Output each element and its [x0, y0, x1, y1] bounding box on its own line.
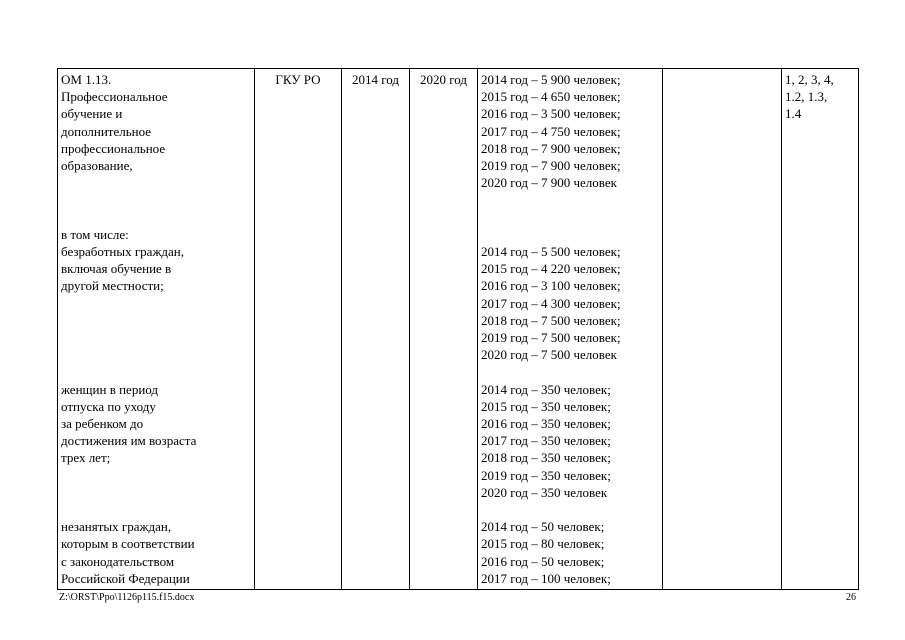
start-year-cell	[342, 69, 410, 590]
result-line: 2019 год – 7 500 человек;	[481, 330, 621, 345]
result-line: 2018 год – 350 человек;	[481, 450, 611, 466]
result-line: 2016 год – 3 100 человек;	[481, 278, 621, 294]
result-line: 2018 год – 7 900 человек;	[481, 140, 621, 156]
indicator-line: 1.4	[785, 106, 802, 122]
sub-measure-line: безработных граждан,	[61, 243, 185, 259]
sub-measure-line: Российской Федерации	[61, 570, 190, 586]
results-cell	[478, 69, 663, 590]
measure-title-line: профессиональное	[61, 140, 166, 156]
result-line: 2017 год – 350 человек;	[481, 433, 611, 449]
result-line: 2015 год – 4 650 человек;	[481, 89, 621, 105]
executor-cell	[255, 69, 342, 590]
measure-title-line: дополнительное	[61, 123, 152, 139]
result-line: 2019 год – 7 900 человек;	[481, 158, 621, 174]
result-line: 2016 год – 350 человек;	[481, 416, 611, 431]
indicator-line: 1.2, 1.3,	[785, 89, 828, 105]
result-line: 2014 год – 50 человек;	[481, 519, 605, 535]
page-number: 26	[846, 592, 856, 603]
sub-measure-line: трех лет;	[61, 450, 111, 466]
result-line: 2020 год – 7 900 человек	[481, 175, 617, 191]
indicators-cell	[782, 69, 859, 590]
sub-measure-line: в том числе:	[61, 226, 129, 242]
result-line: 2015 год – 350 человек;	[481, 398, 611, 414]
sub-measure-line: незанятых граждан,	[61, 519, 172, 535]
measure-name-cell	[58, 69, 255, 590]
sub-measure-line: включая обучение в	[61, 261, 172, 277]
executor: ГКУ РО	[275, 72, 321, 87]
result-line: 2019 год – 350 человек;	[481, 467, 611, 483]
result-line: 2018 год – 7 500 человек;	[481, 312, 621, 328]
result-line: 2014 год – 5 500 человек;	[481, 243, 621, 259]
sub-measure-line: отпуска по уходу	[61, 398, 156, 414]
sub-measure-line: женщин в период	[61, 381, 159, 397]
start-year: 2014 год	[352, 72, 399, 87]
measure-title-line: образование,	[61, 158, 133, 174]
result-line: 2015 год – 4 220 человек;	[481, 261, 621, 277]
empty-cell	[663, 69, 782, 590]
result-line: 2020 год – 350 человек	[481, 484, 608, 500]
measure-title-line: Профессиональное	[61, 89, 168, 105]
measure-title: ОМ 1.13.	[61, 72, 112, 87]
table-row	[58, 69, 859, 590]
result-line: 2017 год – 4 750 человек;	[481, 123, 621, 139]
result-line: 2017 год – 4 300 человек;	[481, 295, 621, 311]
result-line: 2015 год – 80 человек;	[481, 536, 605, 552]
measure-title-line: обучение и	[61, 106, 123, 122]
result-line: 2016 год – 3 500 человек;	[481, 106, 621, 122]
end-year-cell	[410, 69, 478, 590]
sub-measure-line: с законодательством	[61, 553, 175, 569]
measures-table	[57, 68, 859, 590]
sub-measure-line: за ребенком до	[61, 415, 144, 431]
result-line: 2020 год – 7 500 человек	[481, 347, 617, 363]
result-line: 2016 год – 50 человек;	[481, 553, 605, 569]
footer-file-path: Z:\ORST\Ppo\1126p115.f15.docx	[59, 592, 195, 603]
sub-measure-line: достижения им возраста	[61, 433, 197, 449]
indicator-line: 1, 2, 3, 4,	[785, 72, 834, 87]
sub-measure-line: другой местности;	[61, 278, 164, 294]
result-line: 2014 год – 5 900 человек;	[481, 72, 621, 87]
sub-measure-line: которым в соответствии	[61, 536, 195, 552]
result-line: 2014 год – 350 человек;	[481, 381, 611, 397]
end-year: 2020 год	[420, 72, 467, 87]
result-line: 2017 год – 100 человек;	[481, 570, 611, 586]
